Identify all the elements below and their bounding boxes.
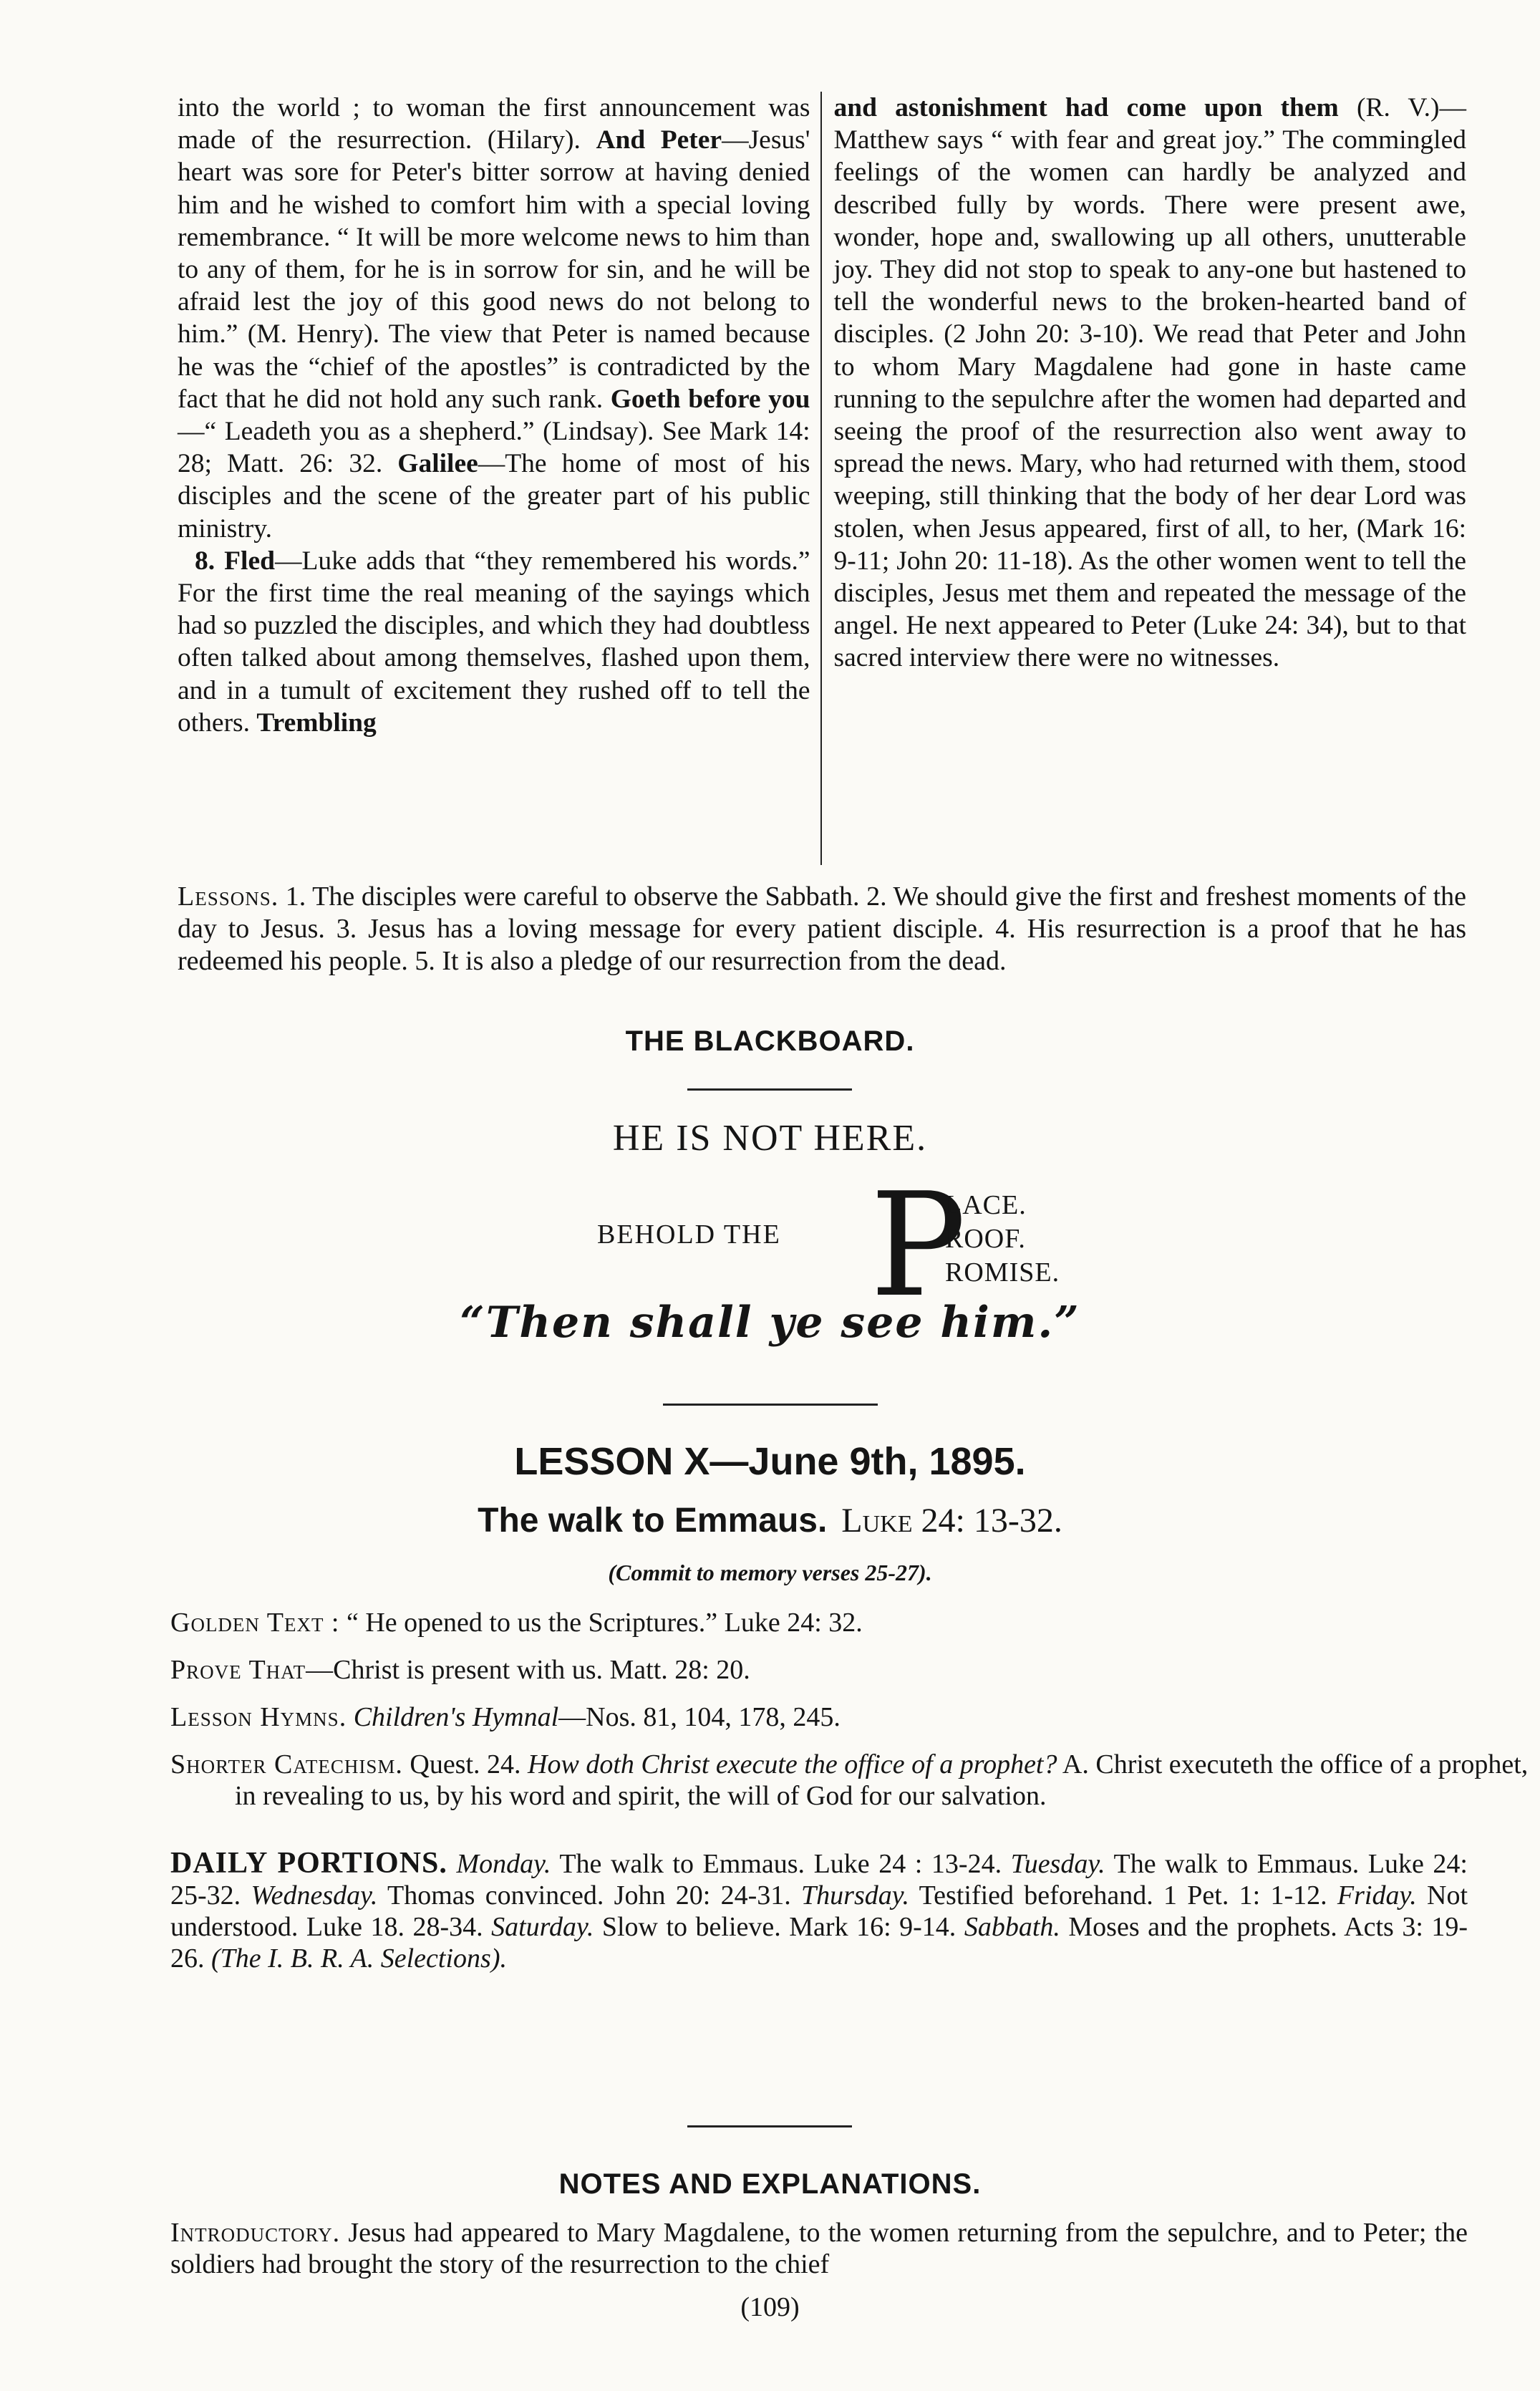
prove-that: Prove That—Christ is present with us. Matt. 28: 20. bbox=[170, 1655, 750, 1685]
p-word: LACE. bbox=[945, 1190, 1027, 1220]
lesson-hymns: Lesson Hymns. Children's Hymnal—Nos. 81, 104, 178, 245. bbox=[170, 1702, 841, 1732]
right-column-text: and astonishment had come upon them (R. V.)—Matthew says “ with fear and great joy.” The commingled feelings of the women can hardly be analyzed and described fully by words. There were present awe, wonder, hope and, swallowing up all others, unutterable joy. They did not stop to speak to any-one but hastened to tell the wonderful news to the broken-hearted band of disciples. (2 John 20: 3-10). We read that Peter and John to whom Mary Magdalene had gone in haste came running to the sepulchre after the women had departed and seeing the proof of the resurrection also went away to spread the news. Mary, who had returned with them, stood weeping, still thinking that the body of her dear Lord was stolen, when Jesus appeared, first of all, to her, (Mark 16: 9-11; John 20: 11-18). As the other women went to tell the disciples, Jesus met them and repeated the message of the angel. He next appeared to Peter (Luke 24: 34), but to that sacred interview there were no witnesses. bbox=[833, 93, 1466, 673]
golden-text: Golden Text : “ He opened to us the Scriptures.” Luke 24: 32. bbox=[170, 1608, 863, 1638]
lesson-title: LESSON X—June 9th, 1895. bbox=[514, 1440, 1026, 1483]
p-word: ROOF. bbox=[945, 1224, 1026, 1254]
p-word-list bbox=[945, 1189, 1060, 1290]
blackboard-heading: THE BLACKBOARD. bbox=[625, 1025, 915, 1057]
commentary-columns bbox=[178, 92, 1466, 865]
left-column-paragraph-8: 8. Fled—Luke adds that “they remembered his words.” For the first time the real meaning of the sayings which had so puzzled the disciples, and which they had doubtless often talked about among themselves, flashed upon them, and in a tumult of excitement they rushed off to tell the others. Trembling bbox=[178, 546, 810, 738]
lesson-subtitle: The walk to Emmaus. Luke 24: 13-32. bbox=[478, 1502, 1062, 1540]
p-word: ROMISE. bbox=[945, 1257, 1060, 1288]
shorter-catechism: Shorter Catechism. Quest. 24. How doth Christ execute the office of a prophet? A. Christ executeth the office of a prophet, in revealing to us, by his word and spirit, the will of God for our salvation. bbox=[170, 1749, 1529, 1811]
divider-rule bbox=[687, 1088, 852, 1091]
commit-to-memory: (Commit to memory verses 25-27). bbox=[608, 1560, 932, 1585]
blackboard-quote: “Then shall ye see him.” bbox=[460, 1298, 1080, 1348]
page-number: (109) bbox=[740, 2292, 800, 2322]
left-column bbox=[178, 92, 818, 865]
big-initial-letter: P bbox=[870, 1162, 967, 1329]
behold-text: BEHOLD THE bbox=[597, 1219, 781, 1250]
lessons-paragraph: Lessons. 1. The disciples were careful to observe the Sabbath. 2. We should give the first and freshest moments of the day to Jesus. 3. Jesus has a loving message for every patient disciple. 4. His resurrection is a proof that he has redeemed his people. 5. It is also a pledge of our resurrection from the dead. bbox=[178, 881, 1466, 976]
divider-rule bbox=[687, 2125, 852, 2127]
blackboard-main-line: HE IS NOT HERE. bbox=[612, 1118, 928, 1159]
introductory-paragraph: Introductory. Jesus had appeared to Mary Magdalene, to the women returning from the sepulchre, and to Peter; the soldiers had brought the story of the resurrection to the chief bbox=[170, 2218, 1468, 2279]
daily-portions: DAILY PORTIONS. Monday. The walk to Emmaus. Luke 24 : 13-24. Tuesday. The walk to Emmaus. Luke 24: 25-32. Wednesday. Thomas convinced. John 20: 24-31. Thursday. Testified beforehand. 1 Pet. 1: 1-12. Friday. Not understood. Luke 18. 28-34. Saturday. Slow to believe. Mark 16: 9-14. Sabbath. Moses and the prophets. Acts 3: 19-26. (The I. B. R. A. Selections). bbox=[170, 1847, 1468, 1974]
divider-rule bbox=[663, 1404, 878, 1406]
column-divider bbox=[820, 92, 823, 865]
left-column-text: into the world ; to woman the first announcement was made of the resurrection. (Hilary). And Peter—Jesus' heart was sore for Peter's bitter sorrow at having denied him and he wished to comfort him with a special loving remembrance. “ It will be more welcome news to him than to any of them, for he is in sorrow for sin, and he will be afraid lest the joy of this good news do not belong to him.” (M. Henry). The view that Peter is named because he was the “chief of the apostles” is contradicted by the fact that he did not hold any such rank. Goeth before you—“ Leadeth you as a shepherd.” (Lindsay). See Mark 14: 28; Matt. 26: 32. Galilee—The home of most of his disciples and the scene of the greater part of his public ministry. bbox=[178, 93, 810, 544]
right-column bbox=[825, 92, 1466, 865]
notes-heading: NOTES AND EXPLANATIONS. bbox=[558, 2168, 982, 2200]
